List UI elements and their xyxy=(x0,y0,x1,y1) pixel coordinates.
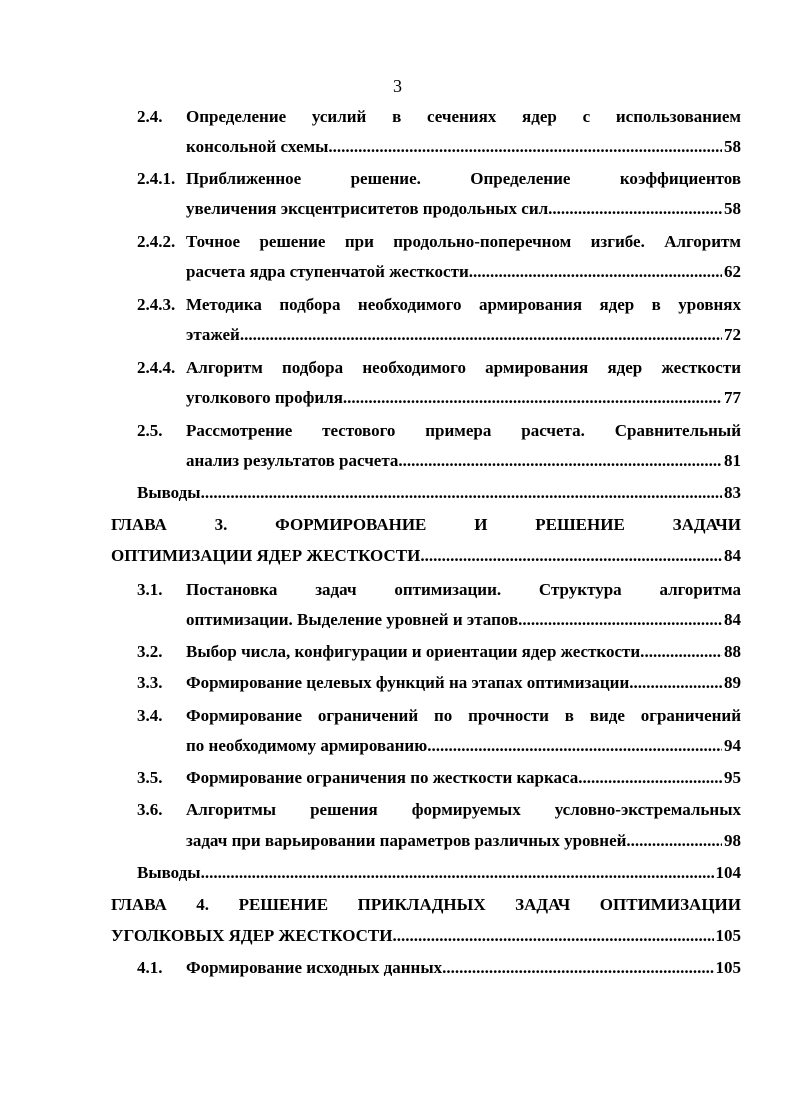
dot-leader xyxy=(425,541,722,571)
toc-page-number: 84 xyxy=(724,546,741,565)
toc-entry-title: Формирование целевых функций на этапах оптимизации. xyxy=(186,673,634,692)
toc-entry-number: 2.4.4. xyxy=(137,358,176,377)
toc-page-number: 77 xyxy=(724,388,741,407)
toc-chapter-heading: ГЛАВА 3. ФОРМИРОВАНИЕ И РЕШЕНИЕ ЗАДАЧИ xyxy=(111,515,741,534)
dot-leader xyxy=(634,668,722,698)
toc-entry-title-end: этажей. xyxy=(186,325,245,344)
toc-entry-conclusions xyxy=(137,478,741,508)
toc-entry-continuation xyxy=(186,320,741,350)
dot-leader xyxy=(473,257,722,287)
toc-page-number: 89 xyxy=(724,673,741,692)
toc-entry-title-end: задач при варьировании параметров различных уровней. xyxy=(186,831,631,850)
toc-entry-number: 3.5. xyxy=(137,768,163,787)
toc-entry-number: 2.4.2. xyxy=(137,232,176,251)
toc-entry-title: Формирование исходных данных. xyxy=(186,958,447,977)
toc-entry-title-end: консольной схемы xyxy=(186,137,329,156)
toc-page-number: 88 xyxy=(724,642,741,661)
toc-entry-continuation xyxy=(186,826,741,856)
dot-leader xyxy=(644,637,722,667)
dot-leader xyxy=(583,763,722,793)
toc-entry-continuation xyxy=(186,731,741,761)
toc-page-number: 105 xyxy=(715,926,741,945)
dot-leader xyxy=(244,320,722,350)
toc-entry-title: Формирование ограничения по жесткости каркаса. xyxy=(186,768,583,787)
toc-entry-title: Постановка задач оптимизации. Структура алгоритма xyxy=(186,580,741,599)
toc-entry-title-end: уголкового профиля. xyxy=(186,388,348,407)
toc-entry-number: 3.6. xyxy=(137,800,163,819)
toc-entry-title-end: увеличения эксцентриситетов продольных сил. xyxy=(186,199,553,218)
page-number: 3 xyxy=(393,76,402,96)
toc-entry-number: 3.3. xyxy=(137,673,163,692)
toc-page-number: 94 xyxy=(724,736,741,755)
toc-entry-continuation xyxy=(186,446,741,476)
toc-page-number: 62 xyxy=(724,262,741,281)
toc-page-number: 58 xyxy=(724,199,741,218)
toc-page-number: 98 xyxy=(724,831,741,850)
dot-leader xyxy=(201,858,714,888)
dot-leader xyxy=(201,478,722,508)
dot-leader xyxy=(522,605,722,635)
dot-leader xyxy=(446,953,713,983)
toc-entry-title-end: оптимизации. Выделение уровней и этапов. xyxy=(186,610,523,629)
toc-entry-number: 2.4.3. xyxy=(137,295,176,314)
toc-entry-number: 4.1. xyxy=(137,958,163,977)
dot-leader xyxy=(431,731,722,761)
toc-entry-title: Приближенное решение. Определение коэффициентов xyxy=(186,169,741,188)
toc-entry-title: Выводы xyxy=(137,863,201,882)
dot-leader xyxy=(347,383,722,413)
toc-entry-continuation xyxy=(186,605,741,635)
toc-entry-title-end: ОПТИМИЗАЦИИ ЯДЕР ЖЕСТКОСТИ. xyxy=(111,546,425,565)
toc-entry-title: Определение усилий в сечениях ядер с использованием xyxy=(186,107,741,126)
toc-entry-title-end: УГОЛКОВЫХ ЯДЕР ЖЕСТКОСТИ. xyxy=(111,926,397,945)
toc-entry-number: 2.5. xyxy=(137,421,163,440)
toc-entry-row xyxy=(186,763,741,793)
toc-entry-continuation xyxy=(186,132,741,162)
toc-entry-number: 3.2. xyxy=(137,642,163,661)
toc-page-number: 58 xyxy=(724,137,741,156)
toc-chapter-continuation xyxy=(111,921,741,951)
toc-entry-title: Выводы xyxy=(137,483,201,502)
dot-leader xyxy=(403,446,722,476)
toc-entry-title: Формирование ограничений по прочности в виде ограничений xyxy=(186,706,741,725)
dot-leader xyxy=(552,194,722,224)
toc-entry-title: Рассмотрение тестового примера расчета. Сравнительный xyxy=(186,421,741,440)
toc-page-number: 72 xyxy=(724,325,741,344)
toc-entry-title: Алгоритм подбора необходимого армирования ядер жесткости xyxy=(186,358,741,377)
dot-leader xyxy=(397,921,714,951)
toc-page-number: 81 xyxy=(724,451,741,470)
dot-leader xyxy=(631,826,722,856)
toc-page-number: 84 xyxy=(724,610,741,629)
toc-entry-continuation xyxy=(186,257,741,287)
toc-entry-continuation xyxy=(186,194,741,224)
toc-entry-continuation xyxy=(186,383,741,413)
toc-chapter-heading: ГЛАВА 4. РЕШЕНИЕ ПРИКЛАДНЫХ ЗАДАЧ ОПТИМИЗАЦИИ xyxy=(111,895,741,914)
toc-entry-title-end: расчета ядра ступенчатой жесткости. xyxy=(186,262,473,281)
toc-page-number: 105 xyxy=(715,958,741,977)
toc-entry-title: Алгоритмы решения формируемых условно-экстремальных xyxy=(186,800,741,819)
toc-entry-title: Выбор числа, конфигурации и ориентации ядер жесткости. xyxy=(186,642,645,661)
toc-entry-row xyxy=(186,953,741,983)
toc-entry-number: 2.4. xyxy=(137,107,163,126)
toc-chapter-continuation xyxy=(111,541,741,571)
toc-page-number: 95 xyxy=(724,768,741,787)
toc-entry-number: 2.4.1. xyxy=(137,169,176,188)
toc-entry-row xyxy=(186,668,741,698)
toc-entry-number: 3.1. xyxy=(137,580,163,599)
dot-leader xyxy=(328,132,722,162)
toc-entry-title-end: анализ результатов расчета. xyxy=(186,451,403,470)
toc-entry-conclusions xyxy=(137,858,741,888)
toc-entry-title: Точное решение при продольно-поперечном изгибе. Алгоритм xyxy=(186,232,741,251)
toc-entry-number: 3.4. xyxy=(137,706,163,725)
toc-entry-title-end: по необходимому армированию. xyxy=(186,736,432,755)
toc-entry-row xyxy=(186,637,741,667)
toc-entry-title: Методика подбора необходимого армирования ядер в уровнях xyxy=(186,295,741,314)
toc-page-number: 104 xyxy=(715,863,741,882)
toc-page-number: 83 xyxy=(724,483,741,502)
